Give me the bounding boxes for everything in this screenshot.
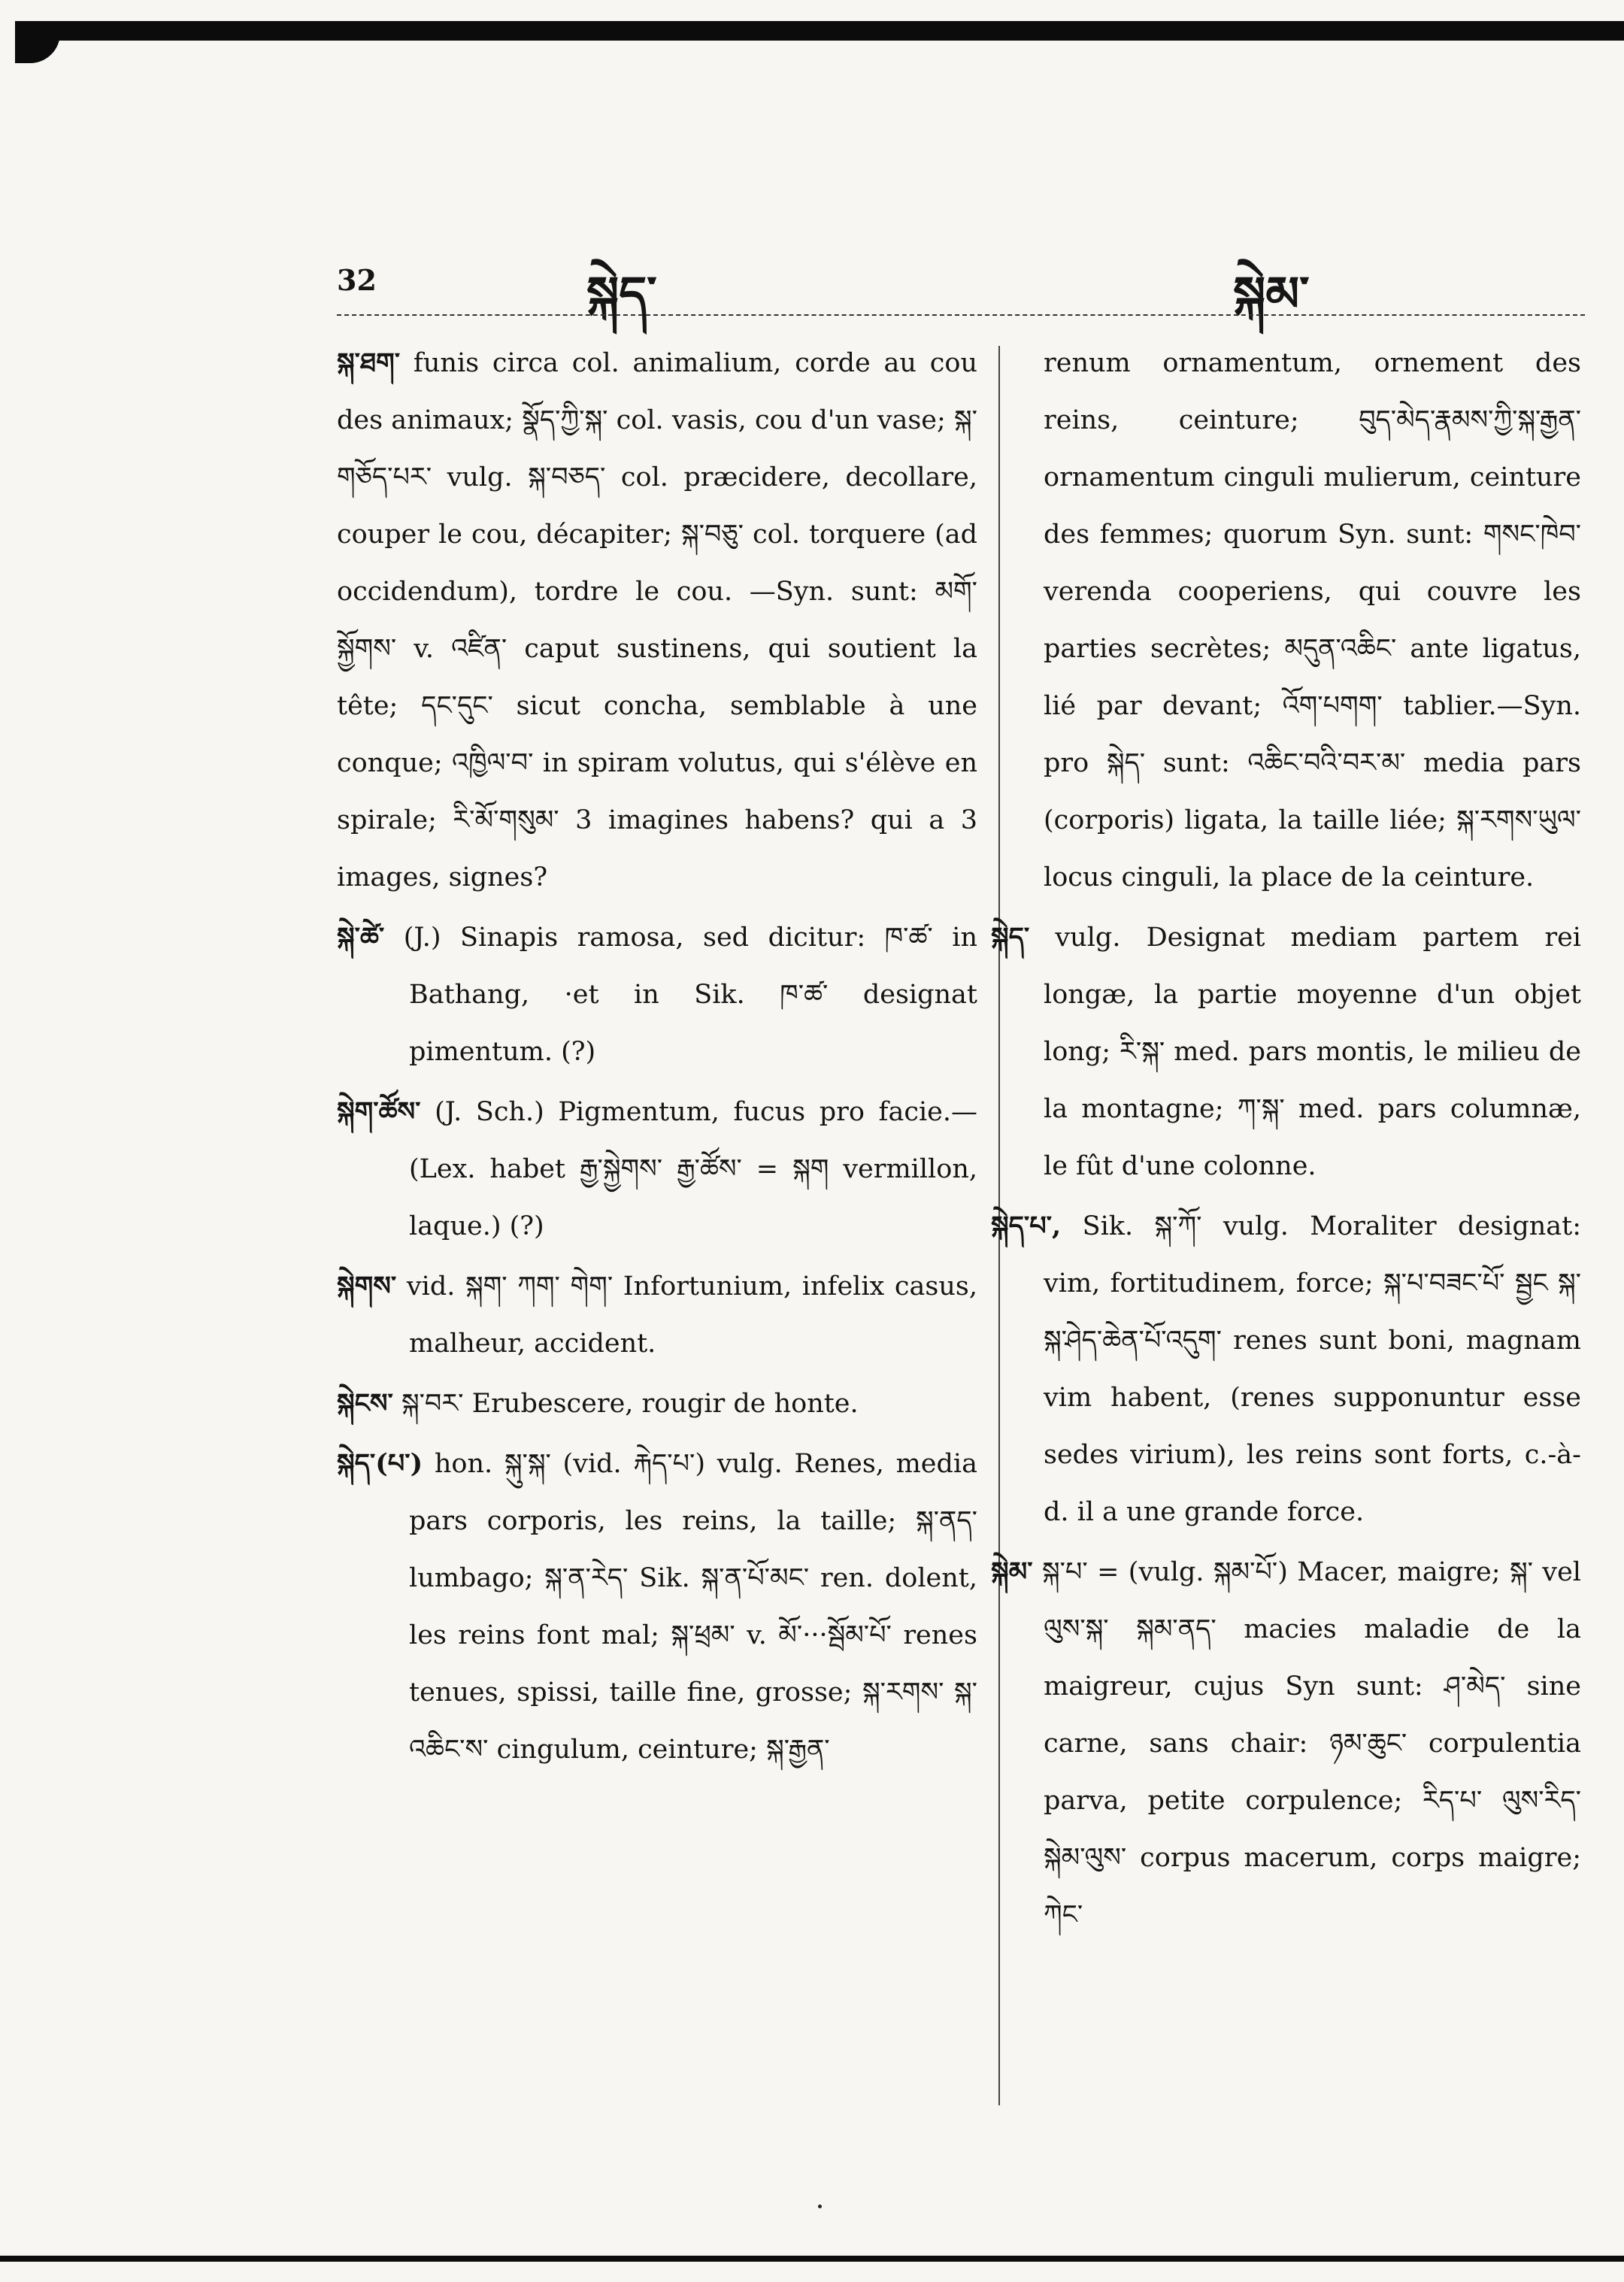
dictionary-entry <box>991 1198 1581 1541</box>
dictionary-entry-continuation <box>1044 335 1581 906</box>
headword: སྐེག་ཚོས་ <box>337 1096 421 1127</box>
headword: སྐེགས་ <box>337 1271 397 1302</box>
dictionary-entry-continuation <box>337 335 977 906</box>
dictionary-entry <box>337 1083 977 1255</box>
dictionary-entry <box>337 1258 977 1372</box>
entry-text: Sik. སྐ་ཀོ་ vulg. Moraliter designat: vim, fortitudinem, force; སྐ་པ་བཟང་པོ་ སྦྱང སྐ་སྐ་ཤེད་ཆེན་པོ་འདུག་ renes sunt boni, magnam vim habent, (renes supponuntur esse sedes virium), les reins sont forts, c.-à-d. il a une grande force. <box>1044 1211 1581 1527</box>
top-border-corner <box>15 33 60 63</box>
headword: སྐེངས་ <box>337 1388 393 1419</box>
page-speck <box>818 2205 822 2208</box>
headword: སྐེད་ <box>991 922 1030 953</box>
running-head-left: སྐེད་ <box>586 266 657 323</box>
entry-text: vid. སྐག་ ཀག་ གེག་ Infortunium, infelix casus, malheur, accident. <box>406 1271 977 1359</box>
left-column <box>337 335 977 1781</box>
running-head-right: སྐེམ་ <box>1233 266 1310 323</box>
top-border-bar <box>15 21 1624 41</box>
entry-text: (J.) Sinapis ramosa, sed dicitur: ཁ་ཚ་ in Bathang, ·et in Sik. ཁ་ཚ་ designat pimentum. (?) <box>403 923 977 1067</box>
dictionary-entry <box>991 909 1581 1195</box>
headword: སྐེད་(པ་) <box>337 1448 423 1479</box>
entry-text: vulg. Designat mediam partem rei longæ, la partie moyenne d'un objet long; རི་སྐ་ med. pars montis, le milieu de la montagne; ཀ་སྐ་ med. pars columnæ, le fût d'une colonne. <box>1044 923 1581 1181</box>
headword: སྐེམ་ <box>991 1556 1033 1587</box>
headword: སྐེད་པ་, <box>991 1211 1062 1241</box>
dictionary-entry <box>337 909 977 1080</box>
entry-text: funis circa col. animalium, corde au cou des animaux; སྣོད་ཀྱི་སྐ་ col. vasis, cou d'un vase; སྐ་གཅོད་པར་ vulg. སྐ་བཅད་ col. præcidere, decollare, couper le cou, décapiter; སྐ་བཅུ་ col. torquere (ad occidendum), tordre le cou. —Syn. sunt: མགོ་སྐྱོགས་ v. འཛིན་ caput sustinens, qui soutient la tête; དང་དུང་ sicut concha, semblable à une conque; འཁྱིལ་བ་ in spiram volutus, qui s'élève en spirale; རི་མོ་གསུམ་ 3 imagines habens? qui a 3 images, signes? <box>337 348 977 892</box>
right-column <box>991 335 1581 1947</box>
entry-text: (J. Sch.) Pigmentum, fucus pro facie.—(Lex. habet རྒྱ་སྐྱེགས་ རྒྱ་ཚོས་ = སྐག vermillon, laque.) (?) <box>409 1097 977 1241</box>
dictionary-entry <box>337 1435 977 1778</box>
tibetan-term: སྐ་ཐག་ <box>337 347 401 378</box>
bottom-border-bar <box>0 2256 1624 2262</box>
headword: སྐེ་ཚེ་ <box>337 922 385 953</box>
page-number: 32 <box>337 263 377 297</box>
dictionary-entry <box>337 1375 977 1432</box>
entry-text: renum ornamentum, ornement des reins, ceinture; བུད་མེད་རྣམས་ཀྱི་སྐ་རྒྱན་ ornamentum cinguli mulierum, ceinture des femmes; quorum Syn. sunt: གསང་ཁེབ་ verenda cooperiens, qui couvre les parties secrètes; མདུན་འཆིང་ ante ligatus, lié par devant; འོག་པགག་ tablier.—Syn. pro སྐེད་ sunt: འཆིང་བའི་བར་མ་ media pars (corporis) ligata, la taille liée; སྐ་རགས་ཡུལ་ locus cinguli, la place de la ceinture. <box>1044 348 1581 892</box>
entry-text: སྐ་བར་ Erubescere, rougir de honte. <box>401 1389 859 1419</box>
entry-text: hon. སྐུ་སྐ་ (vid. རྐེད་པ་) vulg. Renes, media pars corporis, les reins, la taille; སྐ་ནད་ lumbago; སྐ་ན་རེད་ Sik. སྐ་ན་པོ་མང་ ren. dolent, les reins font mal; སྐ་ཕྲམ་ v. མོ་···སྦོམ་པོ་ renes tenues, spissi, taille fine, grosse; སྐ་རགས་ སྐ་འཆིང་ས་ cingulum, ceinture; སྐ་རྒྱན་ <box>409 1449 977 1765</box>
header-rule <box>337 314 1585 316</box>
entry-text: སྐ་པ་ = (vulg. སྐམ་པོ་) Macer, maigre; སྐ་ vel ལུས་སྐ་ སྐམ་ནད་ macies maladie de la maigreur, cujus Syn sunt: ཤ་མེད་ sine carne, sans chair: ཉམ་ཆུང་ corpulentia parva, petite corpulence; རིད་པ་ ལུས་རིད་ སྐེམ་ལུས་ corpus macerum, corps maigre; ཀེང་ <box>1041 1557 1581 1930</box>
dictionary-entry <box>991 1544 1581 1944</box>
